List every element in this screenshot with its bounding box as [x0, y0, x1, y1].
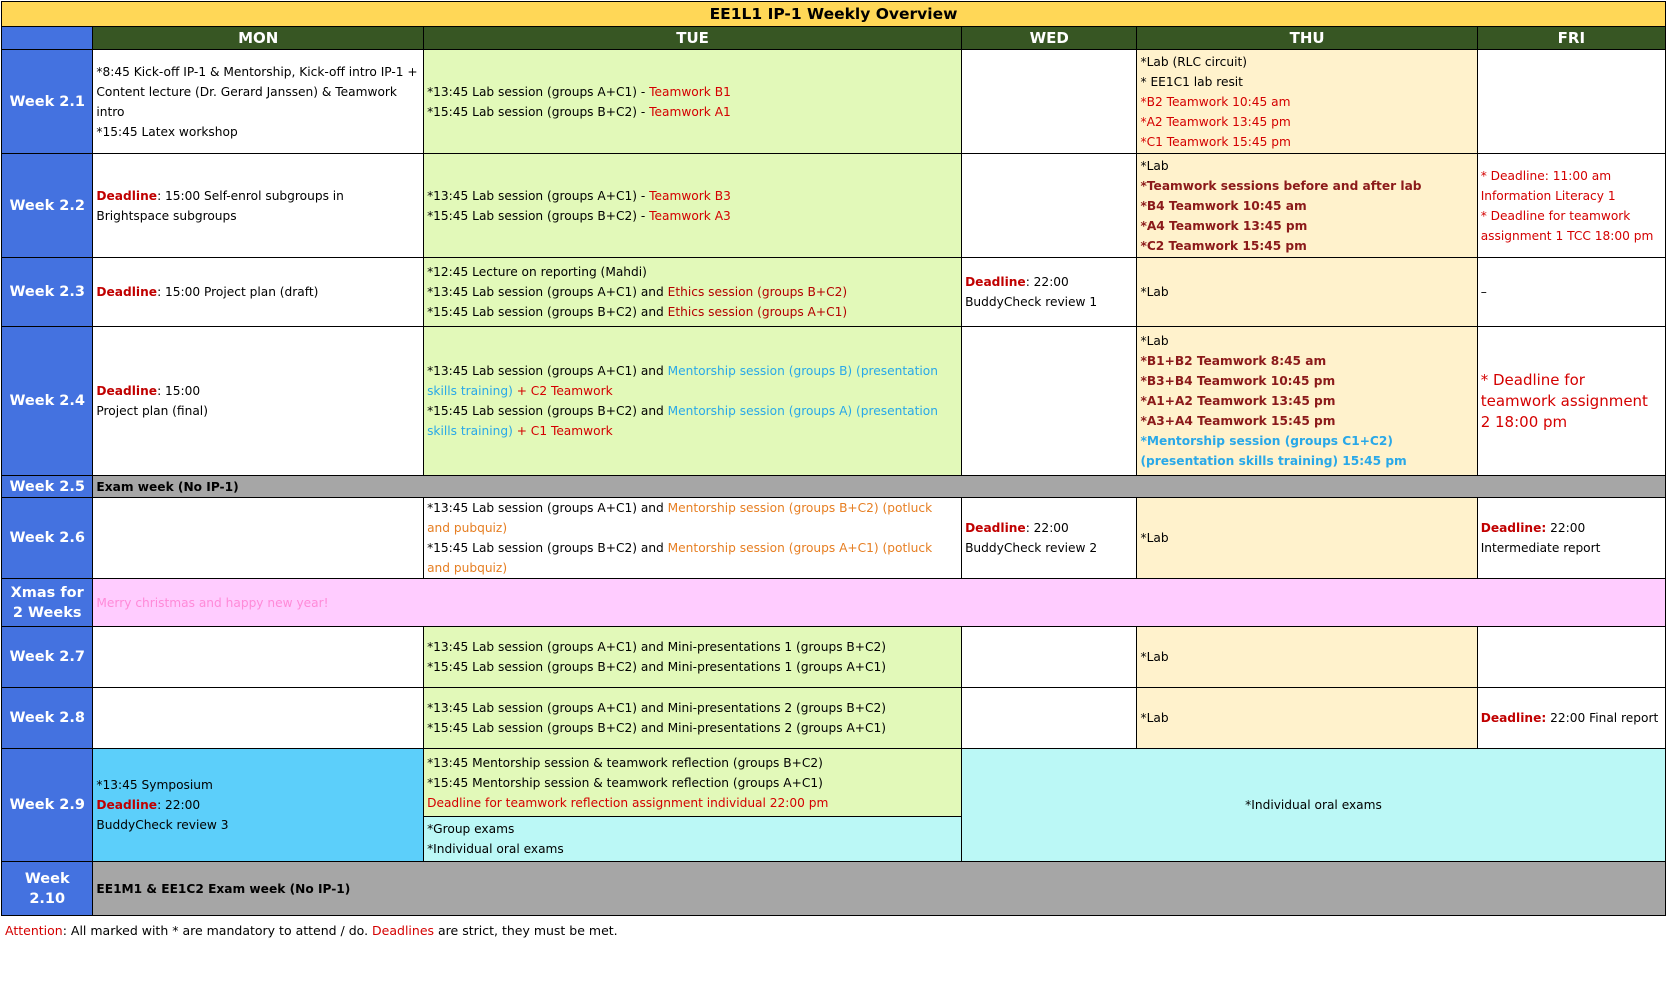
event-text: BuddyCheck review 1 [965, 295, 1098, 309]
teamwork-highlight: *Teamwork sessions before and after lab [1140, 178, 1422, 193]
sheet-title: EE1L1 IP-1 Weekly Overview [2, 2, 1666, 27]
tue-cell [424, 154, 962, 258]
event-text: – [1480, 285, 1487, 299]
event-text: *12:45 Lecture on reporting (Mahdi) [427, 265, 647, 279]
event-text: 22:00 Final report [1546, 711, 1659, 725]
week-label: Week 2.9 [2, 749, 93, 862]
day-header-fri: FRI [1477, 27, 1665, 50]
deadline-text: Deadline for teamwork reflection assignment individual 22:00 pm [427, 795, 829, 810]
week-row [2, 154, 1666, 258]
teamwork-highlight: *B1+B2 Teamwork 8:45 am [1140, 354, 1327, 368]
wed-cell: Deadline: 22:00 BuddyCheck review 2 [962, 498, 1137, 579]
deadlines-label: Deadlines [372, 923, 435, 938]
deadline-label: Deadline: [1480, 711, 1547, 725]
day-header-thu: THU [1137, 27, 1477, 50]
event-text: *13:45 Lab session (groups A+C1) and Ethics session (groups B+C2) [427, 285, 848, 299]
weekly-overview-sheet [1, 1, 1666, 916]
thu-cell [1137, 627, 1477, 688]
week-label: Week 2.5 [2, 476, 93, 498]
thu-cell [1137, 688, 1477, 749]
teamwork-highlight: *B4 Teamwork 10:45 am [1140, 198, 1307, 213]
teamwork-highlight: Teamwork B1 [649, 84, 731, 99]
deadline-label: Deadline [96, 384, 158, 398]
teamwork-highlight: *B3+B4 Teamwork 10:45 pm [1140, 374, 1336, 388]
deadline-label: Deadline [96, 285, 158, 299]
event-text: *15:45 Lab session (groups B+C2) and Mentorship session (groups A) (presentation skills training) + C1 Teamwork [427, 404, 938, 438]
event-text: BuddyCheck review 2 [965, 541, 1098, 555]
week-label: Xmas for 2 Weeks [2, 579, 93, 627]
week-row [2, 862, 1666, 916]
teamwork-highlight: *B2 Teamwork 10:45 am [1140, 94, 1291, 109]
week-label: Week 2.6 [2, 498, 93, 579]
event-text: *15:45 Latex workshop [96, 124, 238, 139]
thu-cell [1137, 327, 1477, 476]
mon-cell [93, 154, 424, 258]
footer-note [5, 923, 618, 938]
tue-cell [424, 258, 962, 327]
oral-exams-cell: *Individual oral exams [962, 749, 1666, 862]
tue-cell [424, 327, 962, 476]
event-text: 22:00 Intermediate report [1480, 521, 1601, 555]
xmas-note: Merry christmas and happy new year! [93, 579, 1666, 627]
deadline-label: Deadline [96, 188, 158, 203]
fri-cell [1477, 258, 1665, 327]
exam-week-note: EE1M1 & EE1C2 Exam week (No IP-1) [93, 862, 1666, 916]
thu-cell [1137, 154, 1477, 258]
teamwork-highlight: + C2 Teamwork [512, 384, 613, 398]
event-text: *Individual oral exams [427, 842, 564, 856]
fri-cell [1477, 498, 1665, 579]
mentorship-highlight: Mentorship session (groups A+C1) (potluck and pubquiz) [427, 541, 933, 575]
week-row [2, 749, 1666, 817]
ethics-highlight: Ethics session (groups A+C1) [667, 305, 848, 319]
deadline-label: Deadline [965, 521, 1026, 535]
week-label: Week 2.8 [2, 688, 93, 749]
fri-cell [1477, 627, 1665, 688]
day-header-tue: TUE [424, 27, 962, 50]
event-text: *13:45 Lab session (groups A+C1) and Mini-presentations 2 (groups B+C2) [427, 701, 887, 715]
event-text: *13:45 Lab session (groups A+C1) - Teamwork B3 [427, 188, 731, 203]
footer-text: : All marked with * are mandatory to attend / do. [62, 923, 373, 938]
teamwork-highlight: Teamwork A1 [649, 104, 731, 119]
mon-cell [93, 627, 424, 688]
mon-cell [93, 498, 424, 579]
event-text: *15:45 Mentorship session & teamwork reflection (groups A+C1) [427, 775, 823, 790]
event-text: *Group exams [427, 822, 515, 836]
tue-cell [424, 749, 962, 817]
week-row [2, 498, 1666, 579]
fri-cell [1477, 327, 1665, 476]
fri-cell [1477, 50, 1665, 154]
mon-cell [93, 688, 424, 749]
week-row [2, 50, 1666, 154]
mon-cell [93, 50, 424, 154]
event-text: *Lab [1140, 334, 1169, 348]
teamwork-highlight: *A4 Teamwork 13:45 pm [1140, 218, 1308, 233]
event-text: *13:45 Lab session (groups A+C1) and Mentorship session (groups B+C2) (potluck and pubquiz) [427, 501, 933, 535]
event-text: *15:45 Lab session (groups B+C2) - Teamwork A3 [427, 208, 731, 223]
attention-label: Attention [5, 923, 63, 938]
event-text: : 15:00 Project plan (draft) [157, 285, 319, 299]
mon-cell: *13:45 Symposium Deadline: 22:00 BuddyCheck review 3 [93, 749, 424, 862]
deadline-label: Deadline [965, 275, 1026, 289]
teamwork-highlight: *A1+A2 Teamwork 13:45 pm [1140, 394, 1336, 408]
event-text: *15:45 Lab session (groups B+C2) and Mini-presentations 1 (groups A+C1) [427, 660, 887, 674]
week-row [2, 627, 1666, 688]
day-header-wed: WED [962, 27, 1137, 50]
wed-cell [962, 154, 1137, 258]
deadline-label: Deadline: [1480, 521, 1547, 535]
week-row [2, 476, 1666, 498]
tue-cell [424, 498, 962, 579]
mon-cell [93, 258, 424, 327]
event-text: *13:45 Lab session (groups A+C1) and Mini-presentations 1 (groups B+C2) [427, 640, 887, 654]
event-text: *Lab [1140, 650, 1169, 664]
event-text: *13:45 Symposium [96, 778, 213, 792]
week-row [2, 327, 1666, 476]
mentorship-highlight: Mentorship session (groups A) (presentation skills training) [427, 404, 938, 438]
tue-cell [424, 817, 962, 862]
footer-text: are strict, they must be met. [434, 923, 618, 938]
week-row [2, 258, 1666, 327]
mon-cell: Deadline: 15:00 Project plan (final) [93, 327, 424, 476]
teamwork-highlight: *C2 Teamwork 15:45 pm [1140, 238, 1307, 253]
fri-cell [1477, 154, 1665, 258]
event-text: *Lab [1140, 531, 1169, 545]
event-text: *13:45 Lab session (groups A+C1) and Mentorship session (groups B) (presentation skills training) + C2 Teamwork [427, 364, 938, 398]
wed-cell [962, 50, 1137, 154]
event-text: Project plan (final) [96, 404, 208, 418]
event-text: *8:45 Kick-off IP-1 & Mentorship, Kick-off intro IP-1 + Content lecture (Dr. Gerard Janssen) & Teamwork intro [96, 64, 418, 119]
tue-cell [424, 50, 962, 154]
wed-cell: Deadline: 22:00 BuddyCheck review 1 [962, 258, 1137, 327]
event-text: *15:45 Lab session (groups B+C2) and Mini-presentations 2 (groups A+C1) [427, 721, 887, 735]
teamwork-highlight: Teamwork B3 [649, 188, 731, 203]
week-label: Week 2.1 [2, 50, 93, 154]
event-text: : 15:00 Self-enrol subgroups in Brightspace subgroups [96, 188, 344, 223]
event-text: BuddyCheck review 3 [96, 818, 229, 832]
wed-cell [962, 327, 1137, 476]
thu-cell [1137, 258, 1477, 327]
deadline-text: * Deadline for teamwork assignment 1 TCC 18:00 pm [1480, 208, 1654, 243]
day-header-mon: MON [93, 27, 424, 50]
deadline-text: * Deadline for teamwork assignment 2 18:00 pm [1480, 370, 1648, 431]
teamwork-highlight: Teamwork A3 [649, 208, 731, 223]
event-text: *13:45 Lab session (groups A+C1) - Teamwork B1 [427, 84, 731, 99]
teamwork-highlight: *A2 Teamwork 13:45 pm [1140, 114, 1291, 129]
thu-cell [1137, 498, 1477, 579]
week-label: Week 2.2 [2, 154, 93, 258]
event-text: *15:45 Lab session (groups B+C2) and Ethics session (groups A+C1) [427, 305, 848, 319]
teamwork-highlight: *C1 Teamwork 15:45 pm [1140, 134, 1291, 149]
corner-cell [2, 27, 93, 50]
mentorship-highlight: Mentorship session (groups B+C2) (potluck and pubquiz) [427, 501, 933, 535]
deadline-text: * Deadline: 11:00 am Information Literacy 1 [1480, 168, 1616, 203]
event-text: *13:45 Mentorship session & teamwork reflection (groups B+C2) [427, 755, 823, 770]
week-label: Week 2.7 [2, 627, 93, 688]
teamwork-highlight: + C1 Teamwork [512, 424, 613, 438]
mentorship-highlight: Mentorship session (groups B) (presentation skills training) [427, 364, 938, 398]
event-text: *15:45 Lab session (groups B+C2) - Teamwork A1 [427, 104, 731, 119]
tue-cell [424, 627, 962, 688]
schedule-table [1, 1, 1666, 916]
week-row [2, 579, 1666, 627]
fri-cell [1477, 688, 1665, 749]
event-text: *Lab [1140, 711, 1169, 725]
teamwork-highlight: *A3+A4 Teamwork 15:45 pm [1140, 414, 1336, 428]
event-text: *15:45 Lab session (groups B+C2) and Mentorship session (groups A+C1) (potluck and pubquiz) [427, 541, 933, 575]
wed-cell [962, 627, 1137, 688]
exam-week-note: Exam week (No IP-1) [93, 476, 1666, 498]
thu-cell [1137, 50, 1477, 154]
mentorship-highlight: *Mentorship session (groups C1+C2) (presentation skills training) 15:45 pm [1140, 434, 1407, 468]
deadline-label: Deadline [96, 798, 158, 812]
week-label: Week 2.3 [2, 258, 93, 327]
week-label: Week 2.10 [2, 862, 93, 916]
wed-cell [962, 688, 1137, 749]
event-text: *Lab (RLC circuit) [1140, 54, 1248, 69]
event-text: *Lab [1140, 158, 1169, 173]
event-text: * EE1C1 lab resit [1140, 74, 1243, 89]
tue-cell [424, 688, 962, 749]
ethics-highlight: Ethics session (groups B+C2) [667, 285, 848, 299]
week-label: Week 2.4 [2, 327, 93, 476]
event-text: *Lab [1140, 285, 1169, 299]
week-row [2, 688, 1666, 749]
